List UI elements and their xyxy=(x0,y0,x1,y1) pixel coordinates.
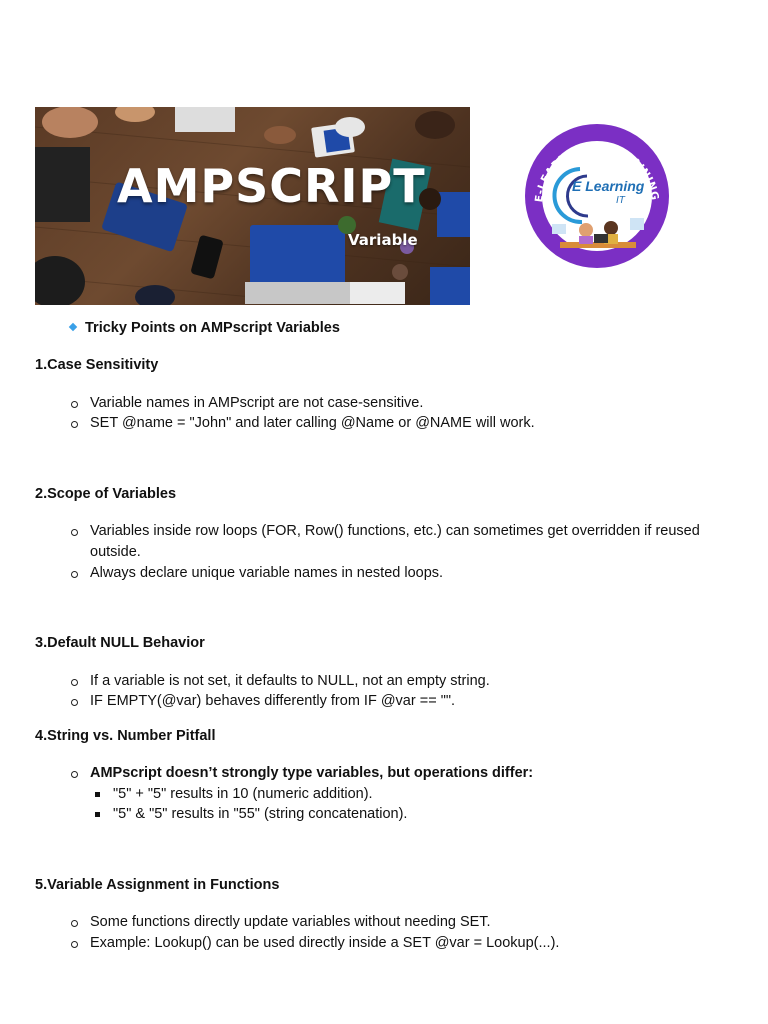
list-item xyxy=(90,933,740,954)
list-item-text: Some functions directly update variables without needing SET. xyxy=(90,914,491,930)
logo-ring-text: E-LEARNING IT (TRAINING xyxy=(533,141,661,203)
circle-bullet-icon xyxy=(71,529,78,536)
sub-list-item-text: "5" + "5" results in 10 (numeric addition). xyxy=(113,786,373,802)
banner-subtitle: Variable xyxy=(348,231,418,249)
circle-bullet-icon xyxy=(71,920,78,927)
list-item-text: AMPscript doesn’t strongly type variables, but operations differ: xyxy=(90,765,534,781)
list-item xyxy=(90,671,740,692)
logo-brand-sub-text: IT xyxy=(616,195,625,206)
list-item xyxy=(90,413,740,434)
list-item xyxy=(90,912,740,933)
logo-badge-icon xyxy=(520,124,674,270)
circle-bullet-icon xyxy=(71,771,78,778)
ampscript-banner-image xyxy=(35,107,470,305)
banner-title: AMPSCRIPT xyxy=(117,159,426,213)
sub-list-item xyxy=(113,784,373,805)
list-item xyxy=(90,521,740,563)
section-1-heading: 1.Case Sensitivity xyxy=(35,357,159,373)
intro-heading xyxy=(70,320,340,336)
list-item xyxy=(90,763,740,784)
list-item-text: IF EMPTY(@var) behaves differently from IF @var == "". xyxy=(90,693,456,709)
circle-bullet-icon xyxy=(71,401,78,408)
list-item-text: SET @name = "John" and later calling @Name or @NAME will work. xyxy=(90,415,535,431)
circle-bullet-icon xyxy=(71,941,78,948)
list-item xyxy=(90,393,740,414)
sub-list-item xyxy=(113,804,407,825)
circle-bullet-icon xyxy=(71,699,78,706)
circle-bullet-icon xyxy=(71,571,78,578)
square-bullet-icon xyxy=(95,792,100,797)
list-item xyxy=(90,691,740,712)
list-item xyxy=(90,563,740,584)
list-item-text: Variables inside row loops (FOR, Row() functions, etc.) can sometimes get overridden if reused outside. xyxy=(90,523,700,560)
elearning-it-logo xyxy=(520,124,674,270)
square-bullet-icon xyxy=(95,812,100,817)
section-4-heading: 4.String vs. Number Pitfall xyxy=(35,728,216,744)
circle-bullet-icon xyxy=(71,679,78,686)
list-item-text: Example: Lookup() can be used directly inside a SET @var = Lookup(...). xyxy=(90,935,560,951)
section-5-heading: 5.Variable Assignment in Functions xyxy=(35,877,280,893)
logo-brand-text: E Learning xyxy=(572,178,645,194)
list-item-text: If a variable is not set, it defaults to NULL, not an empty string. xyxy=(90,673,490,689)
list-item-text: Variable names in AMPscript are not case-sensitive. xyxy=(90,395,424,411)
section-2-heading: 2.Scope of Variables xyxy=(35,486,177,502)
intro-text: Tricky Points on AMPscript Variables xyxy=(85,320,340,336)
diamond-bullet-icon xyxy=(69,323,77,331)
list-item-text: Always declare unique variable names in nested loops. xyxy=(90,565,444,581)
circle-bullet-icon xyxy=(71,421,78,428)
sub-list-item-text: "5" & "5" results in "55" (string concatenation). xyxy=(113,806,408,822)
section-3-heading: 3.Default NULL Behavior xyxy=(35,635,205,651)
